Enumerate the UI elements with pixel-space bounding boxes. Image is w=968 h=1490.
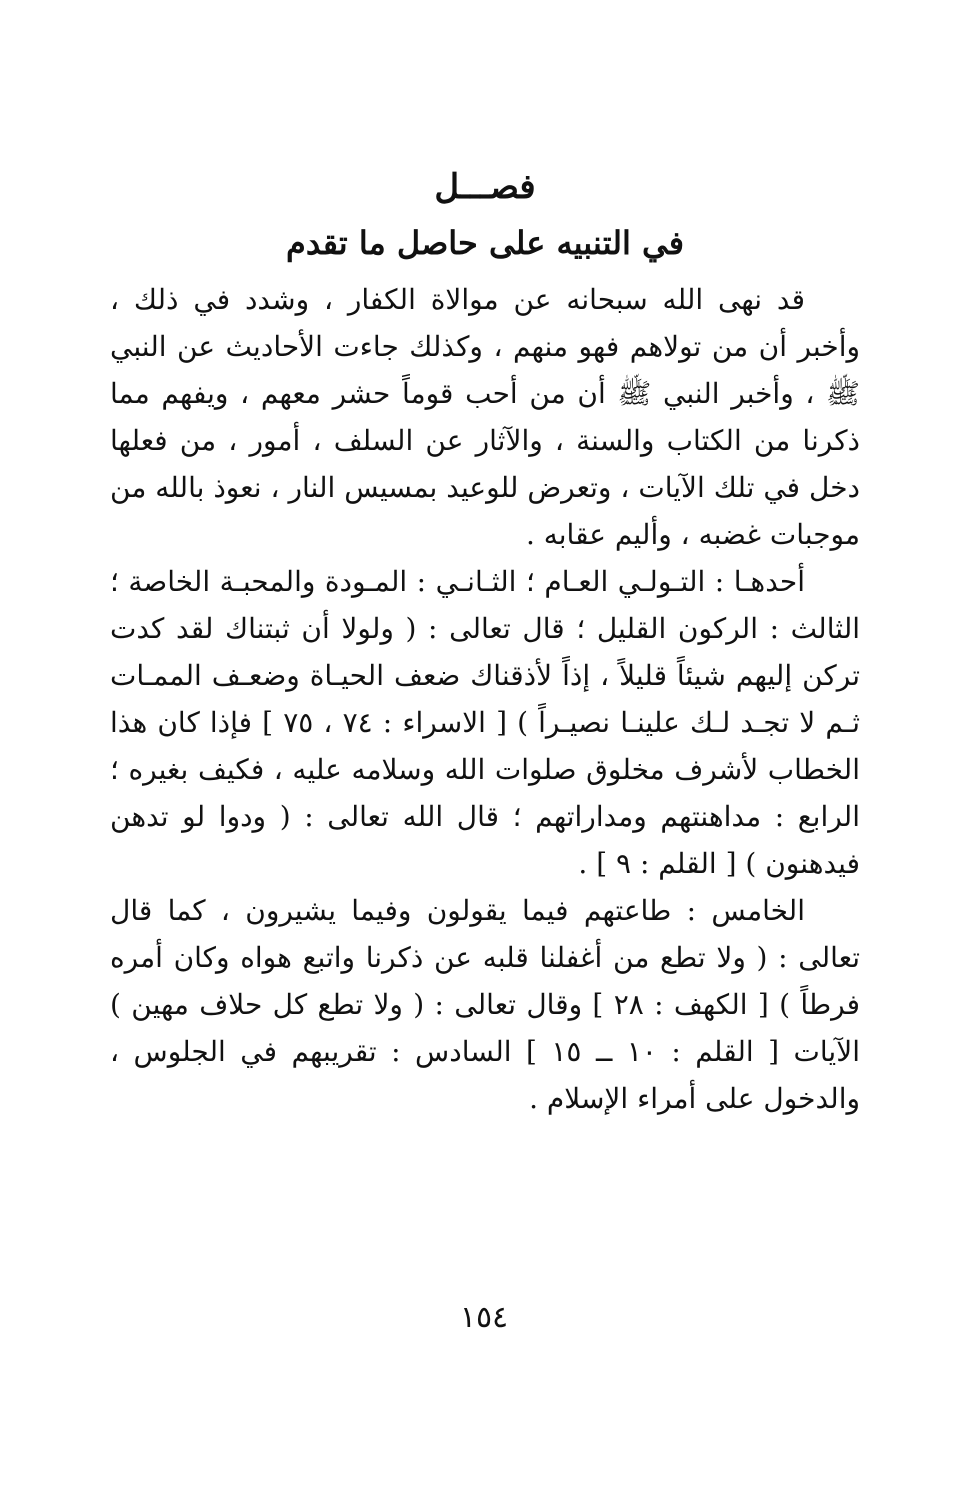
- paragraph-3: الخامس : طاعتهم فيما يقولون وفيما يشيرون ، كما قال تعالى : ( ولا تطع من أغفلنا قلبه عن ذكرنا واتبع هواه وكان أمره فرطاً ) [ الكهف : ٢٨ ] وقال تعالى : ( ولا تطع كل حلاف مهين ) الآيات [ القلم : ١٠ ــ ١٥ ] السادس : تقريبهم في الجلوس ، والدخول على أمراء الإسلام .: [110, 894, 860, 1115]
- page-number: ١٥٤: [459, 1300, 509, 1335]
- paragraph-2: أحدهـا : التـولـي العـام ؛ الثـانـي : المـودة والمحبـة الخاصة ؛ الثالث : الركون القليل ؛ قال تعالى : ( ولولا أن ثبتناك لقد كدت تركن إليهم شيئاً قليلاً ، إذاً لأذقناك ضعف الحيـاة وضعـف الممـات ثـم لا تجـد لـك علينـا نصيـراً ) [ الاسراء : ٧٤ ، ٧٥ ] فإذا كان هذا الخطاب لأشرف مخلوق صلوات الله وسلامه عليه ، فكيف بغيره ؛ الرابع : مداهنتهم ومداراتهم ؛ قال الله تعالى : ( ودوا لو تدهن فيدهنون ) [ القلم : ٩ ] .: [110, 565, 861, 880]
- paragraph-1: قد نهى الله سبحانه عن موالاة الكفار ، وشدد في ذلك ، وأخبر أن من تولاهم فهو منهم ، وكذلك جاءت الأحاديث عن النبي ﷺ ، وأخبر النبي ﷺ أن من أحب قوماً حشر معهم ، ويفهم مما ذكرنا من الكتاب والسنة ، والآثار عن السلف ، أمور ، من فعلها دخل في تلك الآيات ، وتعرض للوعيد بمسيس النار ، نعوذ بالله من موجبات غضبه ، وأليم عقابه .: [110, 283, 860, 551]
- chapter-subtitle: في التنبيه على حاصل ما تقدم: [286, 224, 684, 262]
- chapter-title: فصـــل: [434, 167, 536, 207]
- page-body: [110, 160, 860, 1122]
